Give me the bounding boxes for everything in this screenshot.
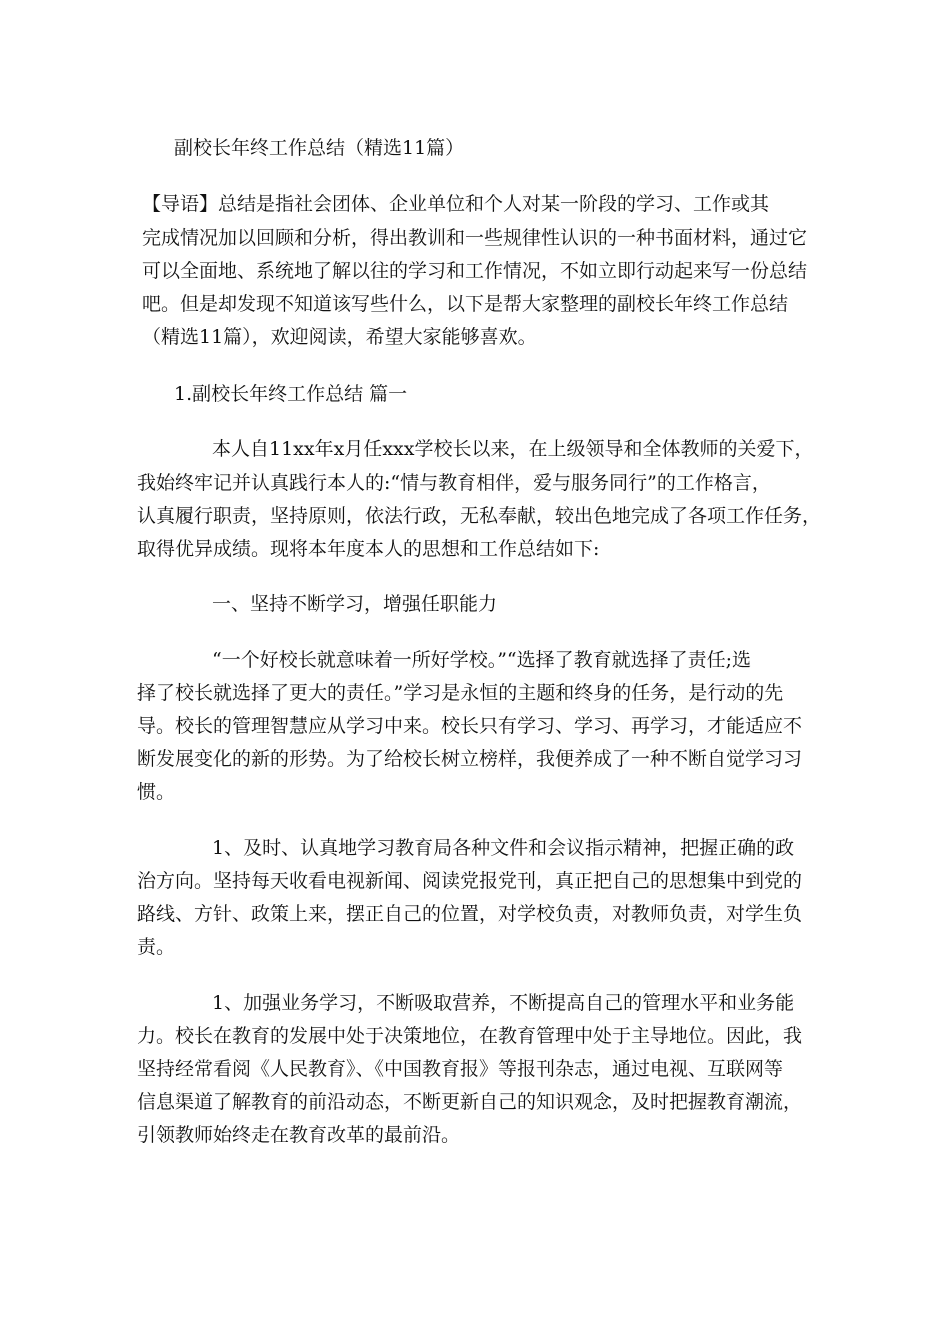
paragraph-line: 1、加强业务学习，不断吸取营养，不断提高自己的管理水平和业务能: [212, 992, 795, 1014]
document-title: 副校长年终工作总结（精选11篇）: [174, 137, 465, 159]
paragraph-line: 认真履行职责，坚持原则，依法行政，无私奉献，较出色地完成了各项工作任务，: [137, 505, 822, 527]
paragraph-line: 惯。: [137, 781, 176, 803]
paragraph-line: 导。校长的管理智慧应从学习中来。校长只有学习、学习、再学习，才能适应不: [137, 715, 803, 737]
paragraph-line: 我始终牢记并认真践行本人的:“情与教育相伴，爱与服务同行”的工作格言，: [137, 472, 771, 494]
paragraph-line: 1、及时、认真地学习教育局各种文件和会议指示精神，把握正确的政: [212, 837, 795, 859]
paragraph-line: 信息渠道了解教育的前沿动态，不断更新自己的知识观念，及时把握教育潮流，: [137, 1091, 803, 1113]
intro-line: 【导语】总结是指社会团体、企业单位和个人对某一阶段的学习、工作或其: [142, 193, 770, 215]
paragraph-line: “一个好校长就意味着一所好学校。”“选择了教育就选择了责任;选: [212, 649, 752, 671]
intro-line: （精选11篇），欢迎阅读，希望大家能够喜欢。: [142, 326, 537, 348]
paragraph-line: 引领教师始终走在教育改革的最前沿。: [137, 1124, 461, 1146]
intro-line: 吧。但是却发现不知道该写些什么，以下是帮大家整理的副校长年终工作总结: [142, 293, 789, 315]
paragraph-line: 路线、方针、政策上来，摆正自己的位置，对学校负责，对教师负责，对学生负: [137, 903, 803, 925]
paragraph-line: 本人自11xx年x月任xxx学校长以来，在上级领导和全体教师的关爱下，: [212, 438, 814, 460]
paragraph-line: 取得优异成绩。现将本年度本人的思想和工作总结如下:: [137, 538, 600, 560]
paragraph-line: 力。校长在教育的发展中处于决策地位，在教育管理中处于主导地位。因此，我: [137, 1025, 803, 1047]
paragraph-line: 断发展变化的新的形势。为了给校长树立榜样，我便养成了一种不断自觉学习习: [137, 748, 803, 770]
paragraph-line: 坚持经常看阅《人民教育》、《中国教育报》等报刊杂志，通过电视、互联网等: [137, 1058, 784, 1080]
paragraph-line: 治方向。坚持每天收看电视新闻、阅读党报党刊，真正把自己的思想集中到党的: [137, 870, 803, 892]
paragraph-line: 责。: [137, 936, 176, 958]
section-heading: 1.副校长年终工作总结 篇一: [174, 383, 408, 405]
intro-line: 可以全面地、系统地了解以往的学习和工作情况，不如立即行动起来写一份总结: [142, 260, 808, 282]
paragraph-line: 择了校长就选择了更大的责任。”学习是永恒的主题和终身的任务，是行动的先: [137, 682, 784, 704]
subheading: 一、坚持不断学习，增强任职能力: [212, 593, 498, 615]
intro-line: 完成情况加以回顾和分析，得出教训和一些规律性认识的一种书面材料，通过它: [142, 227, 808, 249]
